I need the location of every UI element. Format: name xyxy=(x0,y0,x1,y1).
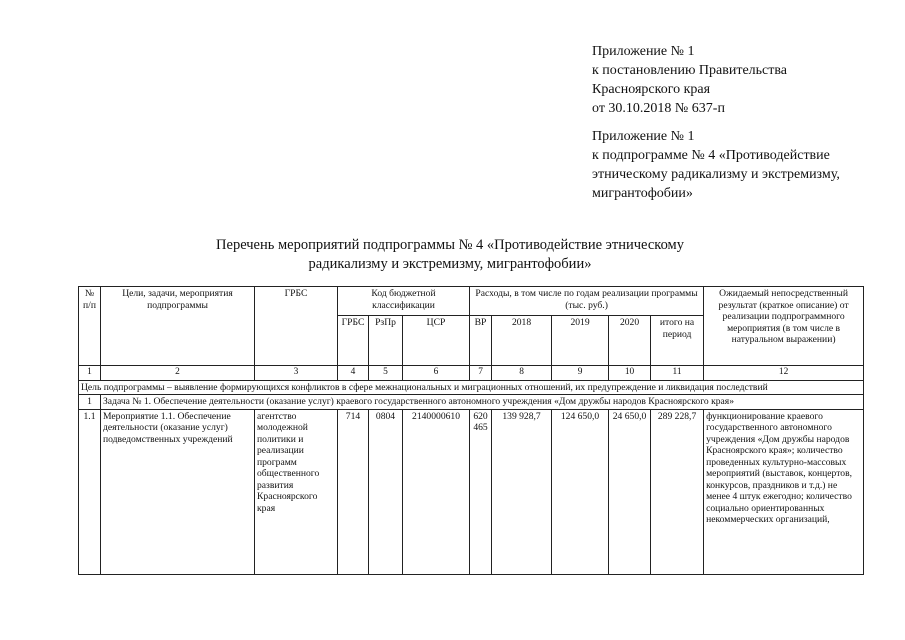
header-sub-vr: ВР xyxy=(470,316,492,366)
appendix-line: этническому радикализму и экстремизму, xyxy=(592,167,840,182)
appendix-line: Приложение № 1 xyxy=(592,44,695,59)
column-number: 11 xyxy=(651,366,704,381)
activity-num: 1.1 xyxy=(79,409,101,574)
activity-vr: 620 465 xyxy=(470,409,492,574)
column-number: 6 xyxy=(403,366,470,381)
task-text: Задача № 1. Обеспечение деятельности (оказание услуг) краевого государственного автономного учреждения «Дом дружбы народов Красноярского края» xyxy=(101,395,864,410)
column-number: 9 xyxy=(552,366,609,381)
column-number: 10 xyxy=(609,366,651,381)
header-expenses: Расходы, в том числе по годам реализации программы (тыс. руб.) xyxy=(470,287,704,316)
activity-row xyxy=(79,409,864,574)
header-sub-grbs: ГРБС xyxy=(338,316,369,366)
title-line-2: радикализму и экстремизму, мигрантофобии» xyxy=(308,256,592,272)
activity-grbs-code: 714 xyxy=(338,409,369,574)
column-number: 1 xyxy=(79,366,101,381)
header-year-2019: 2019 xyxy=(552,316,609,366)
header-num: № п/п xyxy=(79,287,101,366)
appendix-line: Приложение № 1 xyxy=(592,129,695,144)
header-goals: Цели, задачи, мероприятия подпрограммы xyxy=(101,287,255,366)
appendix-government-resolution xyxy=(592,42,787,118)
activity-2019: 124 650,0 xyxy=(552,409,609,574)
header-expected-result: Ожидаемый непосредственный результат (краткое описание) от реализации подпрограммного мероприятия (в том числе в натуральном выражении) xyxy=(704,287,864,366)
appendix-line: к подпрограмме № 4 «Противодействие xyxy=(592,148,830,163)
task-row xyxy=(79,395,864,410)
header-budget-code: Код бюджетной классификации xyxy=(338,287,470,316)
column-number: 5 xyxy=(369,366,403,381)
header-total: итого на период xyxy=(651,316,704,366)
goal-text: Цель подпрограммы – выявление формирующихся конфликтов в сфере межнациональных и миграционных отношений, их предупреждение и ликвидация последствий xyxy=(79,380,864,395)
activity-grbs: агентство молодежной политики и реализации программ общественного развития Красноярского края xyxy=(255,409,338,574)
header-sub-csr: ЦСР xyxy=(403,316,470,366)
activity-expected-result: функционирование краевого государственного автономного учреждения «Дом дружбы народов Красноярского края»; количество проведенных культурно-массовых мероприятий (выставок, концертов, конкурсов, праздников и т.д.) не менее 4 штук ежегодно; количество социально ориентированных некоммерческих организаций, xyxy=(704,409,864,574)
appendix-line: Красноярского края xyxy=(592,82,711,97)
activity-csr: 2140000610 xyxy=(403,409,470,574)
header-sub-rzpr: РзПр xyxy=(369,316,403,366)
activity-total: 289 228,7 xyxy=(651,409,704,574)
appendix-line: к постановлению Правительства xyxy=(592,63,788,78)
appendix-line: от 30.10.2018 № 637-п xyxy=(592,101,725,116)
column-numbers-row xyxy=(79,366,864,381)
task-num: 1 xyxy=(79,395,101,410)
header-grbs: ГРБС xyxy=(255,287,338,366)
activity-name: Мероприятие 1.1. Обеспечение деятельности (оказание услуг) подведомственных учреждений xyxy=(101,409,255,574)
appendix-line: мигрантофобии» xyxy=(592,186,693,201)
column-number: 12 xyxy=(704,366,864,381)
header-year-2018: 2018 xyxy=(492,316,552,366)
appendix-subprogram xyxy=(592,127,840,203)
activity-2018: 139 928,7 xyxy=(492,409,552,574)
goal-row xyxy=(79,380,864,395)
column-number: 7 xyxy=(470,366,492,381)
header-row-1 xyxy=(79,287,864,316)
activity-2020: 24 650,0 xyxy=(609,409,651,574)
column-number: 8 xyxy=(492,366,552,381)
document-title xyxy=(150,236,750,274)
title-line-1: Перечень мероприятий подпрограммы № 4 «Противодействие этническому xyxy=(216,237,684,253)
activity-rzpr: 0804 xyxy=(369,409,403,574)
column-number: 2 xyxy=(101,366,255,381)
header-year-2020: 2020 xyxy=(609,316,651,366)
column-number: 4 xyxy=(338,366,369,381)
column-number: 3 xyxy=(255,366,338,381)
activities-table xyxy=(78,286,864,575)
